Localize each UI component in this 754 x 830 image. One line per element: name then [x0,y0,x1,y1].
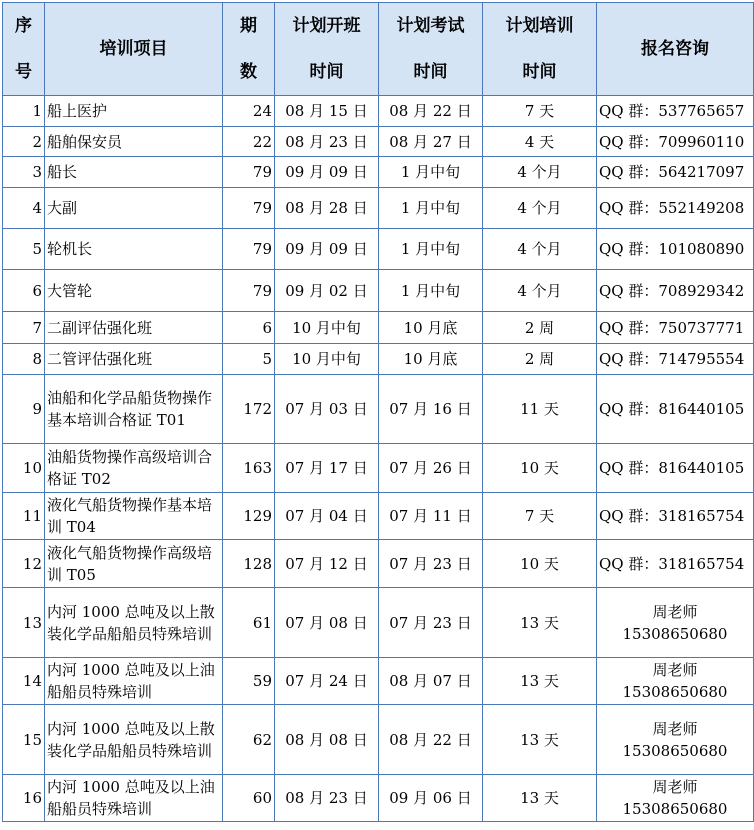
cell-name: 船长 [45,157,223,188]
cell-contact: QQ 群：709960110 [597,127,754,157]
cell-exam: 1 月中旬 [379,157,483,188]
table-row [3,588,754,658]
cell-name: 内河 1000 总吨及以上散装化学品船船员特殊培训 [45,588,223,658]
cell-start: 10 月中旬 [275,312,379,344]
cell-duration: 2 周 [483,344,597,375]
table-row [3,344,754,375]
cell-seq: 4 [3,188,45,229]
cell-periods: 79 [223,188,275,229]
cell-periods: 79 [223,229,275,270]
cell-exam: 08 月 22 日 [379,705,483,775]
cell-name: 二副评估强化班 [45,312,223,344]
cell-seq: 12 [3,540,45,588]
cell-start: 10 月中旬 [275,344,379,375]
table-row [3,96,754,127]
cell-contact: 周老师 15308650680 [597,658,754,705]
cell-periods: 163 [223,444,275,493]
table-row [3,157,754,188]
cell-duration: 10 天 [483,444,597,493]
cell-start: 07 月 24 日 [275,658,379,705]
cell-periods: 172 [223,375,275,444]
cell-seq: 1 [3,96,45,127]
cell-exam: 07 月 26 日 [379,444,483,493]
cell-exam: 1 月中旬 [379,270,483,312]
cell-start: 08 月 08 日 [275,705,379,775]
cell-seq: 5 [3,229,45,270]
cell-duration: 11 天 [483,375,597,444]
cell-start: 08 月 23 日 [275,127,379,157]
header-seq-line2: 号 [15,62,32,82]
header-periods [223,3,275,96]
cell-periods: 61 [223,588,275,658]
table-row [3,312,754,344]
cell-seq: 16 [3,775,45,822]
cell-start: 09 月 09 日 [275,229,379,270]
header-start-line2: 时间 [309,62,344,82]
cell-contact: QQ 群：714795554 [597,344,754,375]
cell-seq: 8 [3,344,45,375]
cell-contact: 周老师 15308650680 [597,775,754,822]
cell-name: 船舶保安员 [45,127,223,157]
cell-duration: 10 天 [483,540,597,588]
header-exam [379,3,483,96]
cell-exam: 1 月中旬 [379,229,483,270]
cell-seq: 2 [3,127,45,157]
cell-start: 07 月 12 日 [275,540,379,588]
cell-contact: QQ 群：318165754 [597,540,754,588]
cell-exam: 10 月底 [379,344,483,375]
cell-exam: 07 月 16 日 [379,375,483,444]
training-schedule-table [2,2,754,822]
cell-name: 船上医护 [45,96,223,127]
cell-name: 内河 1000 总吨及以上散装化学品船船员特殊培训 [45,705,223,775]
cell-name: 液化气船货物操作基本培训 T04 [45,493,223,540]
cell-contact: QQ 群：708929342 [597,270,754,312]
cell-periods: 24 [223,96,275,127]
header-row [3,3,754,96]
cell-periods: 79 [223,270,275,312]
cell-name: 油船和化学品船货物操作基本培训合格证 T01 [45,375,223,444]
cell-periods: 6 [223,312,275,344]
header-duration [483,3,597,96]
cell-duration: 7 天 [483,493,597,540]
cell-duration: 13 天 [483,588,597,658]
table-row [3,658,754,705]
cell-contact: QQ 群：750737771 [597,312,754,344]
cell-contact: QQ 群：564217097 [597,157,754,188]
cell-duration: 4 个月 [483,188,597,229]
table-row [3,188,754,229]
cell-start: 08 月 28 日 [275,188,379,229]
table-row [3,444,754,493]
cell-periods: 129 [223,493,275,540]
cell-exam: 08 月 27 日 [379,127,483,157]
cell-seq: 6 [3,270,45,312]
cell-seq: 14 [3,658,45,705]
cell-duration: 4 个月 [483,270,597,312]
header-exam-line1: 计划考试 [396,16,465,36]
cell-exam: 08 月 07 日 [379,658,483,705]
cell-start: 09 月 02 日 [275,270,379,312]
header-contact: 报名咨询 [597,3,754,96]
cell-name: 大副 [45,188,223,229]
header-start-line1: 计划开班 [292,16,361,36]
cell-start: 07 月 03 日 [275,375,379,444]
cell-contact: QQ 群：816440105 [597,375,754,444]
cell-seq: 15 [3,705,45,775]
cell-periods: 22 [223,127,275,157]
header-duration-line2: 时间 [522,62,557,82]
cell-contact: QQ 群：537765657 [597,96,754,127]
cell-contact: QQ 群：816440105 [597,444,754,493]
table-row [3,229,754,270]
cell-name: 大管轮 [45,270,223,312]
cell-periods: 5 [223,344,275,375]
cell-periods: 128 [223,540,275,588]
table-row [3,375,754,444]
table-row [3,775,754,822]
cell-seq: 9 [3,375,45,444]
cell-start: 07 月 08 日 [275,588,379,658]
header-exam-line2: 时间 [413,62,448,82]
cell-duration: 4 个月 [483,157,597,188]
cell-seq: 10 [3,444,45,493]
cell-periods: 59 [223,658,275,705]
cell-periods: 60 [223,775,275,822]
cell-contact: QQ 群：318165754 [597,493,754,540]
header-seq [3,3,45,96]
cell-duration: 4 个月 [483,229,597,270]
cell-exam: 07 月 11 日 [379,493,483,540]
cell-start: 07 月 04 日 [275,493,379,540]
cell-duration: 13 天 [483,658,597,705]
cell-duration: 4 天 [483,127,597,157]
cell-duration: 13 天 [483,705,597,775]
cell-seq: 13 [3,588,45,658]
cell-duration: 7 天 [483,96,597,127]
header-seq-line1: 序 [15,16,32,36]
header-project: 培训项目 [45,3,223,96]
cell-contact: QQ 群：101080890 [597,229,754,270]
cell-exam: 08 月 22 日 [379,96,483,127]
table-row [3,127,754,157]
cell-periods: 62 [223,705,275,775]
header-periods-line2: 数 [240,62,257,82]
cell-periods: 79 [223,157,275,188]
cell-name: 液化气船货物操作高级培训 T05 [45,540,223,588]
header-duration-line1: 计划培训 [505,16,574,36]
cell-exam: 07 月 23 日 [379,588,483,658]
cell-start: 08 月 15 日 [275,96,379,127]
cell-contact: 周老师 15308650680 [597,588,754,658]
cell-contact: QQ 群：552149208 [597,188,754,229]
table-row [3,705,754,775]
cell-duration: 13 天 [483,775,597,822]
cell-exam: 09 月 06 日 [379,775,483,822]
cell-name: 内河 1000 总吨及以上油船船员特殊培训 [45,658,223,705]
cell-name: 油船货物操作高级培训合格证 T02 [45,444,223,493]
cell-name: 内河 1000 总吨及以上油船船员特殊培训 [45,775,223,822]
cell-contact: 周老师 15308650680 [597,705,754,775]
cell-exam: 07 月 23 日 [379,540,483,588]
cell-duration: 2 周 [483,312,597,344]
cell-name: 二管评估强化班 [45,344,223,375]
table-row [3,270,754,312]
header-periods-line1: 期 [240,16,257,36]
cell-exam: 10 月底 [379,312,483,344]
table-row [3,540,754,588]
cell-seq: 3 [3,157,45,188]
cell-seq: 11 [3,493,45,540]
cell-start: 07 月 17 日 [275,444,379,493]
cell-start: 09 月 09 日 [275,157,379,188]
cell-exam: 1 月中旬 [379,188,483,229]
table-row [3,493,754,540]
header-start [275,3,379,96]
cell-name: 轮机长 [45,229,223,270]
cell-seq: 7 [3,312,45,344]
cell-start: 08 月 23 日 [275,775,379,822]
